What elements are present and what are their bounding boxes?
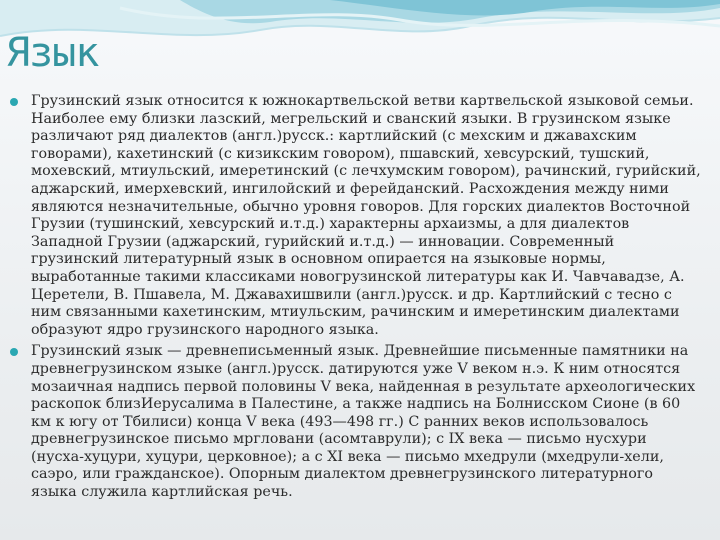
slide-title: Язык (6, 30, 99, 76)
slide-content (10, 93, 702, 506)
bullet-icon (10, 348, 18, 356)
decorative-waves (0, 0, 720, 80)
paragraph-text: Грузинский язык — древнеписьменный язык. Древнейшие письменные памятники на древнегрузинском языке (англ.)русск. датируются уже V веком н.э. К ним относятся мозаичная надпись первой половины V века, найденная в результате археологических раскопок близИерусалима в Палестине, а также надпись на Болнисском Сионе (в 60 км к югу от Тбилиси) конца V века (493—498 гг.) С ранних веков использовалось древнегрузинское письмо мргловани (асомтаврули); с IX века — письмо нусхури (нусха-хуцури, хуцури, церковное); а с XI века — письмо мхедрули (мхедрули-хели, саэро, или гражданское). Опорным диалектом древнегрузинского литературного языка служила картлийская речь. (31, 343, 696, 501)
bullet-icon (10, 98, 18, 106)
paragraph-text: Грузинский язык относится к южнокартвельской ветви картвельской языковой семьи. Наиболее ему близки лазский, мегрельский и сванский языки. В грузинском языке различают ряд диалектов (англ.)русск.: картлийский (с мехским и джавахским говорами), кахетинский (с кизикским говором), пшавский, хевсурский, тушский, мохевский, мтиульский, имеретинский (с лечхумским говором), рачинский, гурийский, аджарский, имерхевский, ингилойский и ферейданский. Расхождения между ними являются незначительные, обычно уровня говоров. Для горских диалектов Восточной Грузии (тушинский, хевсурский и.т.д.) характерны архаизмы, а для диалектов Западной Грузии (аджарский, гурийский и.т.д.) — инновации. Современный грузинский литературный язык в основном опирается на языковые нормы, выработанные такими классиками новогрузинской литературы как И. Чавчавадзе, А. Церетели, В. Пшавела, М. Джавахишвили (англ.)русск. и др. Картлийский с тесно с ним связанными кахетинским, мтиульским, рачинским и имеретинским диалектами образуют ядро грузинского народного языка. (31, 93, 701, 338)
bullet-paragraph (10, 343, 702, 501)
bullet-paragraph (10, 93, 702, 339)
